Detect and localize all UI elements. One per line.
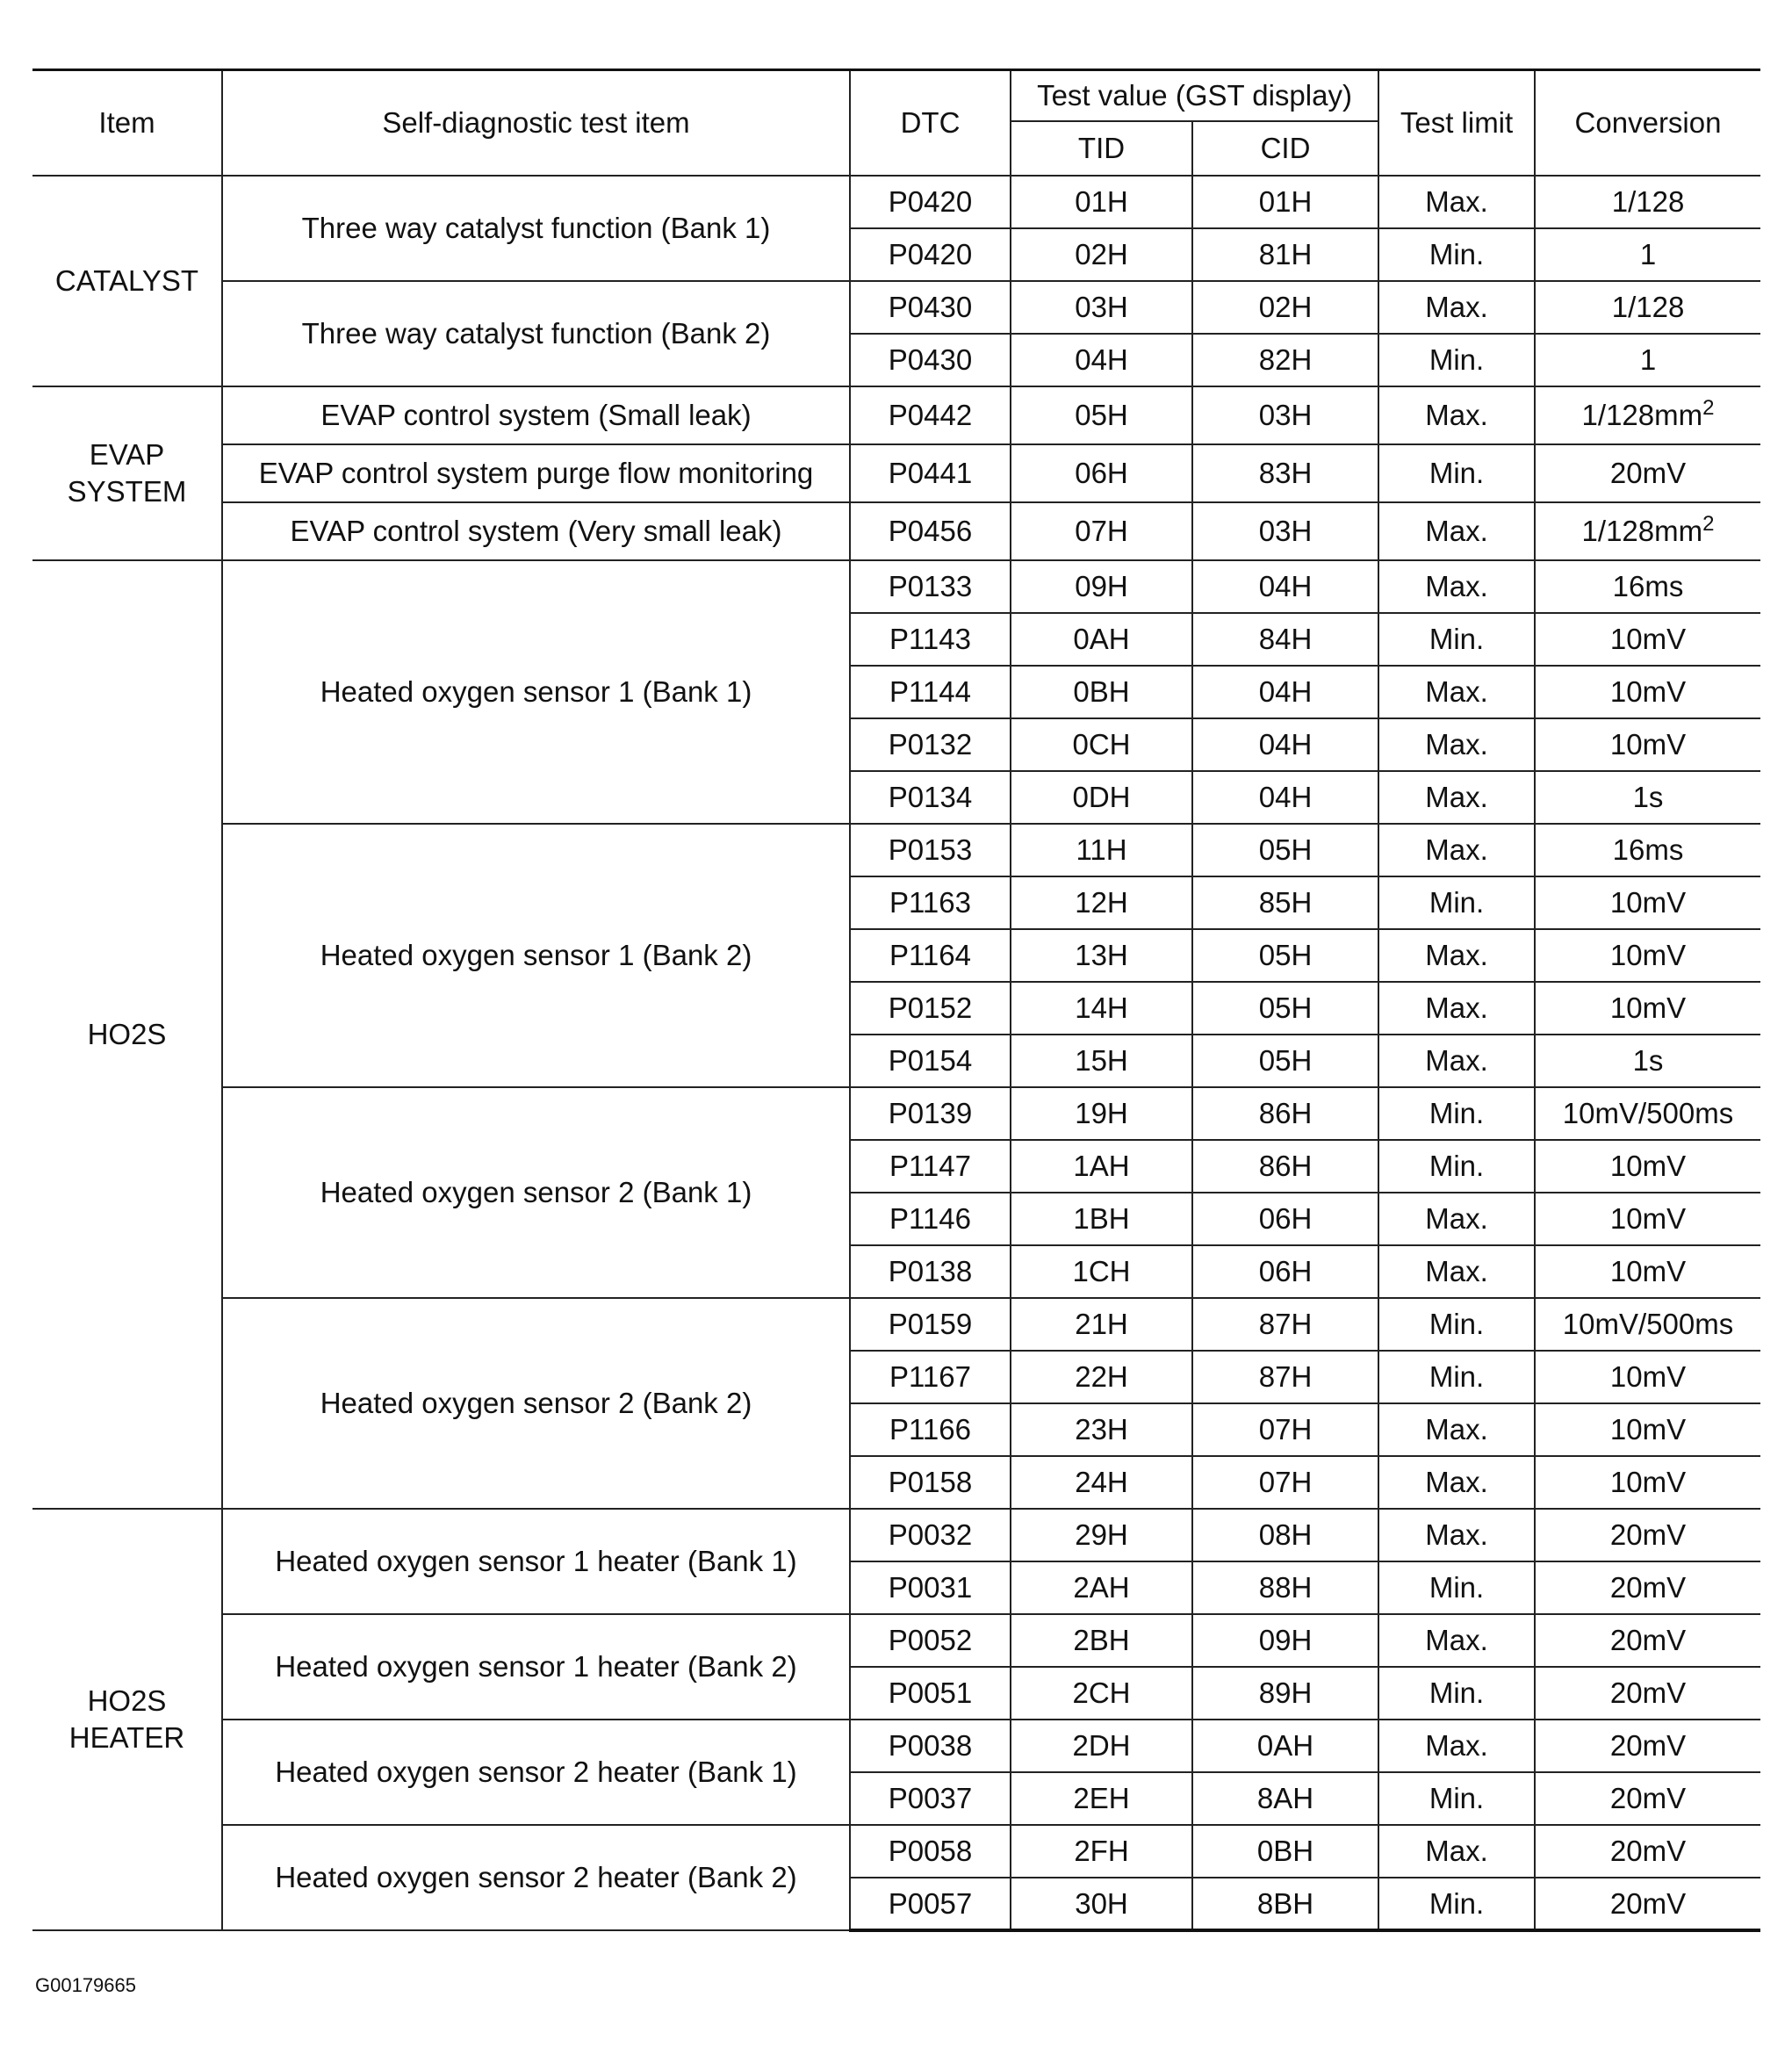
conversion-superscript: 2 bbox=[1702, 512, 1715, 536]
conversion-cell bbox=[1535, 982, 1760, 1035]
test-limit-cell: Max. bbox=[1378, 1509, 1535, 1561]
test-limit-cell: Max. bbox=[1378, 666, 1535, 718]
cid-cell: 83H bbox=[1192, 444, 1378, 502]
cid-cell: 06H bbox=[1192, 1193, 1378, 1245]
test-limit-cell: Min. bbox=[1378, 876, 1535, 929]
cid-cell: 05H bbox=[1192, 982, 1378, 1035]
tid-cell: 0DH bbox=[1011, 771, 1192, 824]
dtc-cell: P0031 bbox=[850, 1561, 1011, 1614]
conversion-cell bbox=[1535, 613, 1760, 666]
tid-cell: 1CH bbox=[1011, 1245, 1192, 1298]
cid-cell: 05H bbox=[1192, 1035, 1378, 1087]
self-diagnostic-item-cell: Three way catalyst function (Bank 2) bbox=[222, 281, 850, 386]
tid-cell: 11H bbox=[1011, 824, 1192, 876]
cid-cell: 07H bbox=[1192, 1456, 1378, 1509]
test-limit-cell: Min. bbox=[1378, 1561, 1535, 1614]
cid-cell: 04H bbox=[1192, 666, 1378, 718]
diagnostic-test-table bbox=[32, 68, 1760, 1932]
tid-cell: 2AH bbox=[1011, 1561, 1192, 1614]
conversion-value: 10mV/500ms bbox=[1562, 1308, 1734, 1340]
conversion-cell bbox=[1535, 876, 1760, 929]
conversion-cell bbox=[1535, 228, 1760, 281]
conversion-value: 10mV bbox=[1609, 1255, 1687, 1287]
conversion-cell bbox=[1535, 1561, 1760, 1614]
conversion-cell bbox=[1535, 666, 1760, 718]
dtc-cell: P0442 bbox=[850, 386, 1011, 444]
conversion-cell bbox=[1535, 771, 1760, 824]
conversion-cell bbox=[1535, 281, 1760, 334]
tid-cell: 23H bbox=[1011, 1403, 1192, 1456]
test-limit-cell: Min. bbox=[1378, 1878, 1535, 1930]
table-row bbox=[32, 386, 1760, 444]
conversion-cell bbox=[1535, 1509, 1760, 1561]
tid-cell: 0CH bbox=[1011, 718, 1192, 771]
test-limit-cell: Min. bbox=[1378, 1351, 1535, 1403]
table-row bbox=[32, 281, 1760, 334]
cid-cell: 03H bbox=[1192, 502, 1378, 560]
conversion-value: 10mV bbox=[1609, 728, 1687, 761]
header-dtc: DTC bbox=[850, 70, 1011, 177]
tid-cell: 03H bbox=[1011, 281, 1192, 334]
conversion-cell bbox=[1535, 1667, 1760, 1720]
test-limit-cell: Max. bbox=[1378, 718, 1535, 771]
item-category-line: HO2S bbox=[87, 1684, 167, 1717]
conversion-cell bbox=[1535, 1351, 1760, 1403]
conversion-value: 20mV bbox=[1609, 1886, 1687, 1920]
test-limit-cell: Max. bbox=[1378, 176, 1535, 228]
cid-cell: 84H bbox=[1192, 613, 1378, 666]
conversion-cell bbox=[1535, 1720, 1760, 1772]
conversion-cell bbox=[1535, 386, 1760, 444]
conversion-value: 10mV bbox=[1609, 623, 1687, 655]
tid-cell: 21H bbox=[1011, 1298, 1192, 1351]
dtc-cell: P0153 bbox=[850, 824, 1011, 876]
tid-cell: 19H bbox=[1011, 1087, 1192, 1140]
cid-cell: 07H bbox=[1192, 1403, 1378, 1456]
tid-cell: 15H bbox=[1011, 1035, 1192, 1087]
tid-cell: 0BH bbox=[1011, 666, 1192, 718]
conversion-cell bbox=[1535, 1878, 1760, 1930]
tid-cell: 06H bbox=[1011, 444, 1192, 502]
tid-cell: 09H bbox=[1011, 560, 1192, 613]
dtc-cell: P0133 bbox=[850, 560, 1011, 613]
figure-id-label: G00179665 bbox=[35, 1974, 136, 1996]
cid-cell: 06H bbox=[1192, 1245, 1378, 1298]
dtc-cell: P0154 bbox=[850, 1035, 1011, 1087]
conversion-cell bbox=[1535, 1403, 1760, 1456]
table-row bbox=[32, 560, 1760, 613]
conversion-cell bbox=[1535, 1298, 1760, 1351]
conversion-value: 10mV bbox=[1609, 886, 1687, 919]
table-row bbox=[32, 1087, 1760, 1140]
conversion-cell bbox=[1535, 1140, 1760, 1193]
conversion-value: 10mV bbox=[1609, 1202, 1687, 1235]
test-limit-cell: Max. bbox=[1378, 1403, 1535, 1456]
conversion-value: 20mV bbox=[1609, 1782, 1687, 1814]
dtc-cell: P0037 bbox=[850, 1772, 1011, 1825]
tid-cell: 02H bbox=[1011, 228, 1192, 281]
conversion-value: 20mV bbox=[1609, 1624, 1687, 1656]
dtc-cell: P0138 bbox=[850, 1245, 1011, 1298]
conversion-value: 20mV bbox=[1609, 1571, 1687, 1604]
conversion-value: 1 bbox=[1639, 238, 1657, 270]
conversion-value: 20mV bbox=[1609, 1729, 1687, 1762]
test-limit-cell: Max. bbox=[1378, 502, 1535, 560]
dtc-cell: P0038 bbox=[850, 1720, 1011, 1772]
dtc-cell: P0052 bbox=[850, 1614, 1011, 1667]
tid-cell: 2DH bbox=[1011, 1720, 1192, 1772]
table-row bbox=[32, 1614, 1760, 1667]
cid-cell: 88H bbox=[1192, 1561, 1378, 1614]
tid-cell: 2FH bbox=[1011, 1825, 1192, 1878]
conversion-value: 1s bbox=[1632, 781, 1664, 813]
header-tid: TID bbox=[1011, 121, 1192, 176]
dtc-cell: P0032 bbox=[850, 1509, 1011, 1561]
conversion-value: 1/128 bbox=[1611, 291, 1685, 323]
dtc-cell: P0430 bbox=[850, 334, 1011, 386]
self-diagnostic-item-cell: Heated oxygen sensor 1 heater (Bank 1) bbox=[222, 1509, 850, 1614]
cid-cell: 04H bbox=[1192, 718, 1378, 771]
dtc-cell: P0134 bbox=[850, 771, 1011, 824]
conversion-value: 10mV bbox=[1609, 675, 1687, 708]
conversion-value: 1/128 bbox=[1611, 185, 1685, 218]
dtc-cell: P0058 bbox=[850, 1825, 1011, 1878]
tid-cell: 07H bbox=[1011, 502, 1192, 560]
header-test-limit: Test limit bbox=[1378, 70, 1535, 177]
test-limit-cell: Max. bbox=[1378, 1456, 1535, 1509]
dtc-cell: P0441 bbox=[850, 444, 1011, 502]
dtc-cell: P0057 bbox=[850, 1878, 1011, 1930]
dtc-cell: P0132 bbox=[850, 718, 1011, 771]
conversion-value: 10mV bbox=[1609, 1413, 1687, 1446]
tid-cell: 13H bbox=[1011, 929, 1192, 982]
item-category-cell bbox=[32, 1509, 222, 1930]
table-row bbox=[32, 176, 1760, 228]
dtc-cell: P0420 bbox=[850, 176, 1011, 228]
cid-cell: 02H bbox=[1192, 281, 1378, 334]
conversion-value: 10mV bbox=[1609, 1150, 1687, 1182]
tid-cell: 1AH bbox=[1011, 1140, 1192, 1193]
self-diagnostic-item-cell: Three way catalyst function (Bank 1) bbox=[222, 176, 850, 281]
dtc-cell: P0430 bbox=[850, 281, 1011, 334]
test-limit-cell: Min. bbox=[1378, 1667, 1535, 1720]
self-diagnostic-item-cell: Heated oxygen sensor 2 (Bank 2) bbox=[222, 1298, 850, 1509]
table-row bbox=[32, 1825, 1760, 1878]
dtc-cell: P1147 bbox=[850, 1140, 1011, 1193]
self-diagnostic-item-cell: Heated oxygen sensor 1 heater (Bank 2) bbox=[222, 1614, 850, 1720]
conversion-value: 20mV bbox=[1609, 1835, 1687, 1867]
dtc-cell: P1144 bbox=[850, 666, 1011, 718]
tid-cell: 24H bbox=[1011, 1456, 1192, 1509]
conversion-value: 1/128mm bbox=[1581, 399, 1703, 431]
cid-cell: 89H bbox=[1192, 1667, 1378, 1720]
conversion-value: 16ms bbox=[1612, 833, 1684, 866]
conversion-cell bbox=[1535, 560, 1760, 613]
tid-cell: 22H bbox=[1011, 1351, 1192, 1403]
conversion-cell bbox=[1535, 824, 1760, 876]
cid-cell: 04H bbox=[1192, 560, 1378, 613]
cid-cell: 0BH bbox=[1192, 1825, 1378, 1878]
conversion-cell bbox=[1535, 1614, 1760, 1667]
header-row bbox=[32, 70, 1760, 122]
tid-cell: 2CH bbox=[1011, 1667, 1192, 1720]
dtc-cell: P0158 bbox=[850, 1456, 1011, 1509]
test-limit-cell: Max. bbox=[1378, 281, 1535, 334]
header-self-diagnostic-test-item: Self-diagnostic test item bbox=[222, 70, 850, 177]
header-test-value: Test value (GST display) bbox=[1011, 70, 1378, 122]
self-diagnostic-item-cell: Heated oxygen sensor 1 (Bank 1) bbox=[222, 560, 850, 824]
test-limit-cell: Max. bbox=[1378, 560, 1535, 613]
conversion-cell bbox=[1535, 1245, 1760, 1298]
conversion-cell bbox=[1535, 502, 1760, 560]
test-limit-cell: Max. bbox=[1378, 1245, 1535, 1298]
self-diagnostic-item-cell: EVAP control system purge flow monitoring bbox=[222, 444, 850, 502]
cid-cell: 87H bbox=[1192, 1298, 1378, 1351]
table-row bbox=[32, 1509, 1760, 1561]
cid-cell: 05H bbox=[1192, 929, 1378, 982]
table-row bbox=[32, 444, 1760, 502]
cid-cell: 09H bbox=[1192, 1614, 1378, 1667]
cid-cell: 08H bbox=[1192, 1509, 1378, 1561]
tid-cell: 05H bbox=[1011, 386, 1192, 444]
conversion-cell bbox=[1535, 1772, 1760, 1825]
test-limit-cell: Min. bbox=[1378, 334, 1535, 386]
cid-cell: 85H bbox=[1192, 876, 1378, 929]
dtc-cell: P0051 bbox=[850, 1667, 1011, 1720]
conversion-value: 1/128mm bbox=[1581, 515, 1703, 547]
conversion-value: 1s bbox=[1632, 1044, 1664, 1077]
test-limit-cell: Max. bbox=[1378, 929, 1535, 982]
tid-cell: 2EH bbox=[1011, 1772, 1192, 1825]
cid-cell: 05H bbox=[1192, 824, 1378, 876]
conversion-cell bbox=[1535, 718, 1760, 771]
header-conversion: Conversion bbox=[1535, 70, 1760, 177]
self-diagnostic-item-cell: Heated oxygen sensor 2 heater (Bank 2) bbox=[222, 1825, 850, 1930]
table-row bbox=[32, 824, 1760, 876]
cid-cell: 81H bbox=[1192, 228, 1378, 281]
conversion-cell bbox=[1535, 1456, 1760, 1509]
tid-cell: 29H bbox=[1011, 1509, 1192, 1561]
dtc-cell: P0159 bbox=[850, 1298, 1011, 1351]
conversion-cell bbox=[1535, 1035, 1760, 1087]
conversion-value: 10mV/500ms bbox=[1562, 1097, 1734, 1129]
item-category-line: SYSTEM bbox=[67, 475, 187, 508]
dtc-cell: P0456 bbox=[850, 502, 1011, 560]
self-diagnostic-item-cell: Heated oxygen sensor 2 heater (Bank 1) bbox=[222, 1720, 850, 1825]
cid-cell: 8AH bbox=[1192, 1772, 1378, 1825]
table-row bbox=[32, 1720, 1760, 1772]
cid-cell: 04H bbox=[1192, 771, 1378, 824]
conversion-value: 20mV bbox=[1609, 1518, 1687, 1551]
test-limit-cell: Max. bbox=[1378, 982, 1535, 1035]
dtc-cell: P1146 bbox=[850, 1193, 1011, 1245]
table-body bbox=[32, 176, 1760, 1930]
header-item: Item bbox=[32, 70, 222, 177]
test-limit-cell: Max. bbox=[1378, 1720, 1535, 1772]
test-limit-cell: Max. bbox=[1378, 386, 1535, 444]
conversion-cell bbox=[1535, 1087, 1760, 1140]
item-category-line: HEATER bbox=[68, 1721, 185, 1754]
cid-cell: 87H bbox=[1192, 1351, 1378, 1403]
item-category-line: EVAP bbox=[89, 438, 165, 471]
tid-cell: 1BH bbox=[1011, 1193, 1192, 1245]
dtc-cell: P0152 bbox=[850, 982, 1011, 1035]
test-limit-cell: Max. bbox=[1378, 1193, 1535, 1245]
cid-cell: 86H bbox=[1192, 1140, 1378, 1193]
test-limit-cell: Min. bbox=[1378, 1772, 1535, 1825]
header-cid: CID bbox=[1192, 121, 1378, 176]
test-limit-cell: Max. bbox=[1378, 1825, 1535, 1878]
tid-cell: 0AH bbox=[1011, 613, 1192, 666]
conversion-cell bbox=[1535, 1193, 1760, 1245]
dtc-cell: P1167 bbox=[850, 1351, 1011, 1403]
test-limit-cell: Max. bbox=[1378, 1614, 1535, 1667]
conversion-value: 10mV bbox=[1609, 939, 1687, 971]
item-category-cell bbox=[32, 386, 222, 560]
conversion-cell bbox=[1535, 334, 1760, 386]
table-row bbox=[32, 502, 1760, 560]
self-diagnostic-item-cell: EVAP control system (Very small leak) bbox=[222, 502, 850, 560]
self-diagnostic-item-cell: Heated oxygen sensor 2 (Bank 1) bbox=[222, 1087, 850, 1298]
conversion-value: 1 bbox=[1639, 343, 1657, 376]
conversion-cell bbox=[1535, 929, 1760, 982]
item-category-cell: HO2S bbox=[32, 560, 222, 1509]
dtc-cell: P1163 bbox=[850, 876, 1011, 929]
cid-cell: 8BH bbox=[1192, 1878, 1378, 1930]
test-limit-cell: Max. bbox=[1378, 1035, 1535, 1087]
self-diagnostic-item-cell: EVAP control system (Small leak) bbox=[222, 386, 850, 444]
tid-cell: 14H bbox=[1011, 982, 1192, 1035]
self-diagnostic-item-cell: Heated oxygen sensor 1 (Bank 2) bbox=[222, 824, 850, 1087]
test-limit-cell: Min. bbox=[1378, 228, 1535, 281]
tid-cell: 04H bbox=[1011, 334, 1192, 386]
conversion-value: 20mV bbox=[1609, 1676, 1687, 1709]
dtc-cell: P1164 bbox=[850, 929, 1011, 982]
conversion-value: 10mV bbox=[1609, 1360, 1687, 1393]
cid-cell: 01H bbox=[1192, 176, 1378, 228]
test-limit-cell: Max. bbox=[1378, 771, 1535, 824]
dtc-cell: P0420 bbox=[850, 228, 1011, 281]
test-limit-cell: Min. bbox=[1378, 444, 1535, 502]
conversion-cell bbox=[1535, 176, 1760, 228]
cid-cell: 86H bbox=[1192, 1087, 1378, 1140]
tid-cell: 2BH bbox=[1011, 1614, 1192, 1667]
item-category-cell: CATALYST bbox=[32, 176, 222, 386]
conversion-cell bbox=[1535, 1825, 1760, 1878]
dtc-cell: P0139 bbox=[850, 1087, 1011, 1140]
test-limit-cell: Max. bbox=[1378, 824, 1535, 876]
test-limit-cell: Min. bbox=[1378, 613, 1535, 666]
conversion-superscript: 2 bbox=[1702, 396, 1715, 420]
conversion-value: 20mV bbox=[1609, 457, 1687, 489]
conversion-value: 10mV bbox=[1609, 1466, 1687, 1498]
tid-cell: 01H bbox=[1011, 176, 1192, 228]
cid-cell: 82H bbox=[1192, 334, 1378, 386]
cid-cell: 0AH bbox=[1192, 1720, 1378, 1772]
table-row bbox=[32, 1298, 1760, 1351]
dtc-cell: P1166 bbox=[850, 1403, 1011, 1456]
test-limit-cell: Min. bbox=[1378, 1298, 1535, 1351]
conversion-value: 16ms bbox=[1612, 570, 1684, 602]
test-limit-cell: Min. bbox=[1378, 1140, 1535, 1193]
cid-cell: 03H bbox=[1192, 386, 1378, 444]
conversion-cell bbox=[1535, 444, 1760, 502]
conversion-value: 10mV bbox=[1609, 991, 1687, 1024]
tid-cell: 30H bbox=[1011, 1878, 1192, 1930]
test-limit-cell: Min. bbox=[1378, 1087, 1535, 1140]
tid-cell: 12H bbox=[1011, 876, 1192, 929]
dtc-cell: P1143 bbox=[850, 613, 1011, 666]
